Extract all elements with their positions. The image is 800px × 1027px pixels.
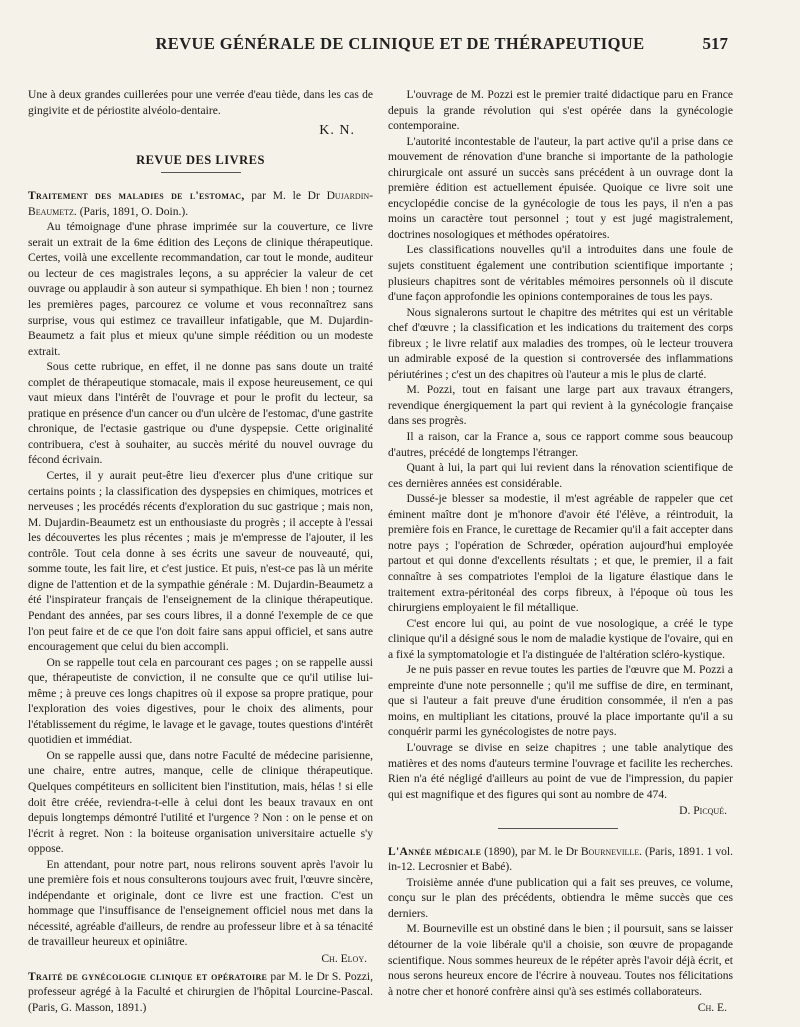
- review-paragraph: M. Pozzi, tout en faisant une large part aux travaux étrangers, revendique énergiquement la part qui revient à la gynécologie française dans ses progrès.: [388, 384, 733, 428]
- review-signature: Ch. Eloy.: [321, 952, 367, 965]
- section-title: REVUE DES LIVRES: [136, 152, 265, 167]
- review-paragraph: Troisième année d'une publication qui a fait ses preuves, ce volume, conçu sur le plan des précédents, obtiendra le même succès que ces derniers.: [388, 876, 733, 920]
- review-paragraph: Sous cette rubrique, en effet, il ne donne pas sans doute un traité complet de thérapeutique stomacale, mais il expose heureusement, ce qui vaut mieux dans l'intérêt de l'ouvrage et pour le profit du lecteur, sa pratique en présence d'un cancer ou d'un ulcère de l'estomac, d'une gastrite chronique, de l'ectasie gastrique ou d'une dyspepsie. Cette originalité contribuera, c'est à souhaiter, au succès mérité du nouvel ouvrage du fécond écrivain.: [28, 361, 373, 467]
- review-separator: [498, 828, 618, 829]
- review-title: L'Année médicale: [388, 845, 482, 858]
- section-rule: [161, 172, 241, 173]
- intro-signature: K. N.: [319, 123, 355, 139]
- review-paragraph: On se rappelle aussi que, dans notre Faculté de médecine parisienne, une chaire, entre autres, manque, celle de clinique thérapeutique. Quelques compétiteurs en sollicitent bien l'institution, mais, hélas ! si elle doit être créée, reviendra-t-elle à celui dont les beaux travaux en ont depuis longtemps démontré l'utilité et l'urgence ? Non : on le pense et on l'écrit à regret. Non : la boiteuse organisation universitaire actuelle s'y oppose.: [28, 749, 373, 856]
- review-by: par M. le Dr: [244, 190, 327, 203]
- review-gynecologie-heading: [28, 970, 373, 1017]
- review-paragraph: On se rappelle tout cela en parcourant ces pages ; on se rappelle aussi que, thérapeutiste de conviction, il ne consulte que ce qu'il utilise lui-même ; à preuve ces longs chapitres où il expose sa propre pratique, pour l'exploration des voies digestives, pour le choix des aliments, pour l'établissement du régime, le lavage et le gavage, toutes questions d'intérêt quotidien et immédiat.: [28, 656, 373, 747]
- review-publication: (Paris, 1891. 1 vol. in-12. Lecrosnier et Babé).: [388, 845, 733, 874]
- review-paragraph: Je ne puis passer en revue toutes les parties de l'œuvre que M. Pozzi a empreinte d'une note personnelle ; qu'il me suffise de dire, en terminant, que si l'auteur a fait preuve d'une érudition consommée, il n'en a pas moins, en multipliant les citations, prouvé la place importante qu'il a su conquérir parmi les gynécologistes de notre pays.: [388, 664, 733, 739]
- review-paragraph: Dussé-je blesser sa modestie, il m'est agréable de rappeler que cet éminent maître dont je m'honore d'avoir été l'élève, a réintroduit, la première fois en France, le curettage de Recamier qu'il a fait accepter dans notre pays ; l'opération de Schrœder, opération aujourd'hui employée partout et qui donne d'excellents résultats ; et que, le premier, il a fait connaître à ses compatriotes l'emploi de la ligature élastique dans le traitement extra-péritonéal des corps fibreux, à l'époque où tous les chirurgiens employaient le fil métallique.: [388, 493, 733, 615]
- review-title: Traité de gynécologie clinique et opératoire: [28, 970, 268, 983]
- intro-paragraph: Une à deux grandes cuillerées pour une verrée d'eau tiède, dans les cas de gingivite et de périostite alvéolo-dentaire.: [28, 89, 373, 117]
- review-paragraph: En attendant, pour notre part, nous relirons souvent après l'avoir lu une première fois et nous consulterons toujours avec fruit, l'œuvre sincère, indépendante et originale, dont ce livre est une fraction. C'est un hommage que l'insuffisance de l'enseignement officiel nous met dans la nécessité, agréable d'ailleurs, de rendre au professeur libre et à sa ténacité de travailleur heureux et opiniâtre.: [28, 858, 373, 949]
- review-paragraph: M. Bourneville est un obstiné dans le bien ; il poursuit, sans se laisser détourner de la voie libérale qu'il a choisie, son œuvre de propagande scientifique. Nous sommes heureux de le répéter après l'avoir déjà écrit, et nous serons heureux encore de l'écrire à nouveau. Toutes nos félicitations à notre cher et honoré confrère ainsi qu'à ses estimés collaborateurs.: [388, 923, 733, 998]
- right-column: [388, 88, 733, 1017]
- running-header: [0, 28, 800, 58]
- review-heading: [28, 189, 373, 220]
- page-number: 517: [702, 34, 728, 53]
- review-paragraph: Nous signalerons surtout le chapitre des métrites qui est un véritable chef d'œuvre ; la classification et les indications du traitement des corps fibreux ; le livre relatif aux maladies des trompes, où le lecteur trouvera un admirable exposé de la question si controversée des inflammations périutérines ; c'est un des chapitres où l'auteur a mis le plus de clarté.: [388, 306, 733, 381]
- review-paragraph: Les classifications nouvelles qu'il a introduites dans une foule de sujets constituent également une contribution scientifique importante ; plusieurs chapitres sont de véritables mémoires personnels où il discute d'une façon approfondie les opinions contemporaines de tous les pays.: [388, 244, 733, 304]
- review-author: Dujardin-Beaumetz.: [28, 190, 373, 218]
- review-heading: [388, 845, 733, 876]
- review-title: Traitement des maladies de l'estomac,: [28, 190, 245, 203]
- review-annee-medicale: [388, 845, 733, 1017]
- review-paragraph: Il a raison, car la France a, sous ce rapport comme sous beaucoup d'autres, précédé de longtemps l'étranger.: [388, 431, 733, 459]
- review-paragraph: L'ouvrage se divise en seize chapitres ; une table analytique des matières et des noms d'auteurs termine l'ouvrage et facilite les recherches. Rien n'a été négligé d'ailleurs au point de vue de l'impression, du papier qui est magnifique et des figures qui sont au nombre de 474.: [388, 741, 733, 801]
- running-title: REVUE GÉNÉRALE DE CLINIQUE ET DE THÉRAPEUTIQUE: [155, 34, 645, 53]
- review-paragraph: L'ouvrage de M. Pozzi est le premier traité didactique paru en France depuis la grande révolution qui s'est opérée dans la gynécologie contemporaine.: [388, 89, 733, 133]
- review-gynecologie-body: [388, 88, 733, 820]
- review-signature: D. Picqué.: [679, 805, 727, 818]
- review-publication: (Paris, 1891, O. Doin.).: [76, 205, 189, 218]
- review-signature: Ch. E.: [697, 1002, 727, 1015]
- review-details: par M. le Dr S. Pozzi, professeur agrégé à la Faculté et chirurgien de l'hôpital Lourcine-Pascal. (Paris, G. Masson, 1891.): [28, 970, 373, 1014]
- review-estomac: [28, 189, 373, 967]
- review-paragraph: Quant à lui, la part qui lui revient dans la rénovation scientifique de ces dernières années est considérable.: [388, 462, 733, 490]
- review-by: (1890), par M. le Dr: [481, 845, 581, 858]
- review-paragraph: C'est encore lui qui, au point de vue nosologique, a créé le type clinique qu'il a désigné sous le nom de maladie kystique de l'ovaire, qui en a fixé la symptomatologie et l'a distinguée de l'altération scléro-kystique.: [388, 617, 733, 661]
- review-paragraph: Au témoignage d'une phrase imprimée sur la couverture, ce livre serait un extrait de la 6me édition des Leçons de clinique thérapeutique. Certes, voilà une excellente recommandation, car tout le monde, auditeur ou lecteur de ces magistrales leçons, a su apprécier la valeur de cet ouvrage ou applaudir à son auteur si sympathique. Eh bien ! non ; tournez les premières pages, parcourez ce volume et vous reconnaîtrez sans surprise, vous qui estimez ce travailleur infatigable, que M. Dujardin-Beaumetz a fait plus et mieux qu'une simple réédition ou un modeste extrait.: [28, 221, 373, 358]
- review-author: Bourneville.: [580, 845, 643, 858]
- review-paragraph: L'autorité incontestable de l'auteur, la part active qu'il a prise dans ce mouvement de rénovation d'une branche si importante de la pathologie chirurgicale ont assuré un succès sans précédent à un ouvrage dont la première édition est actuellement épuisée. Quoique ce livre soit une encyclopédie concise de la gynécologie de tous les pays, il n'en a pas moins un caractère tout personnel ; tout y est jugé magistralement, doctrines nosologiques et méthodes opératoires.: [388, 135, 733, 241]
- left-column: [28, 88, 373, 1016]
- review-paragraph: Certes, il y aurait peut-être lieu d'exercer plus d'une critique sur certains points ; la classification des dyspepsies en chimiques, motrices et nerveuses ; les procédés récents d'exploration du suc gastrique ; mais non, M. Dujardin-Beaumetz est un enthousiaste du progrès ; il accepte à l'essai les découvertes les plus récentes ; mais je m'empresse de l'ajouter, il les contrôle. Tout cela donne à ses écrits une saveur de nouveauté, qui, somme toute, les fait lire, et c'est justice. Et puis, n'est-ce pas là un mérite digne de l'attention et de la sympathie générale : M. Dujardin-Beaumetz a été l'inspirateur français de l'enseignement de la clinique thérapeutique. Pendant des années, par ses cours libres, il a donné l'exemple de ce que l'on peut faire et de ce que l'on doit faire sans appui officiel, et sans autre encouragement que celui du bien accompli.: [28, 470, 373, 654]
